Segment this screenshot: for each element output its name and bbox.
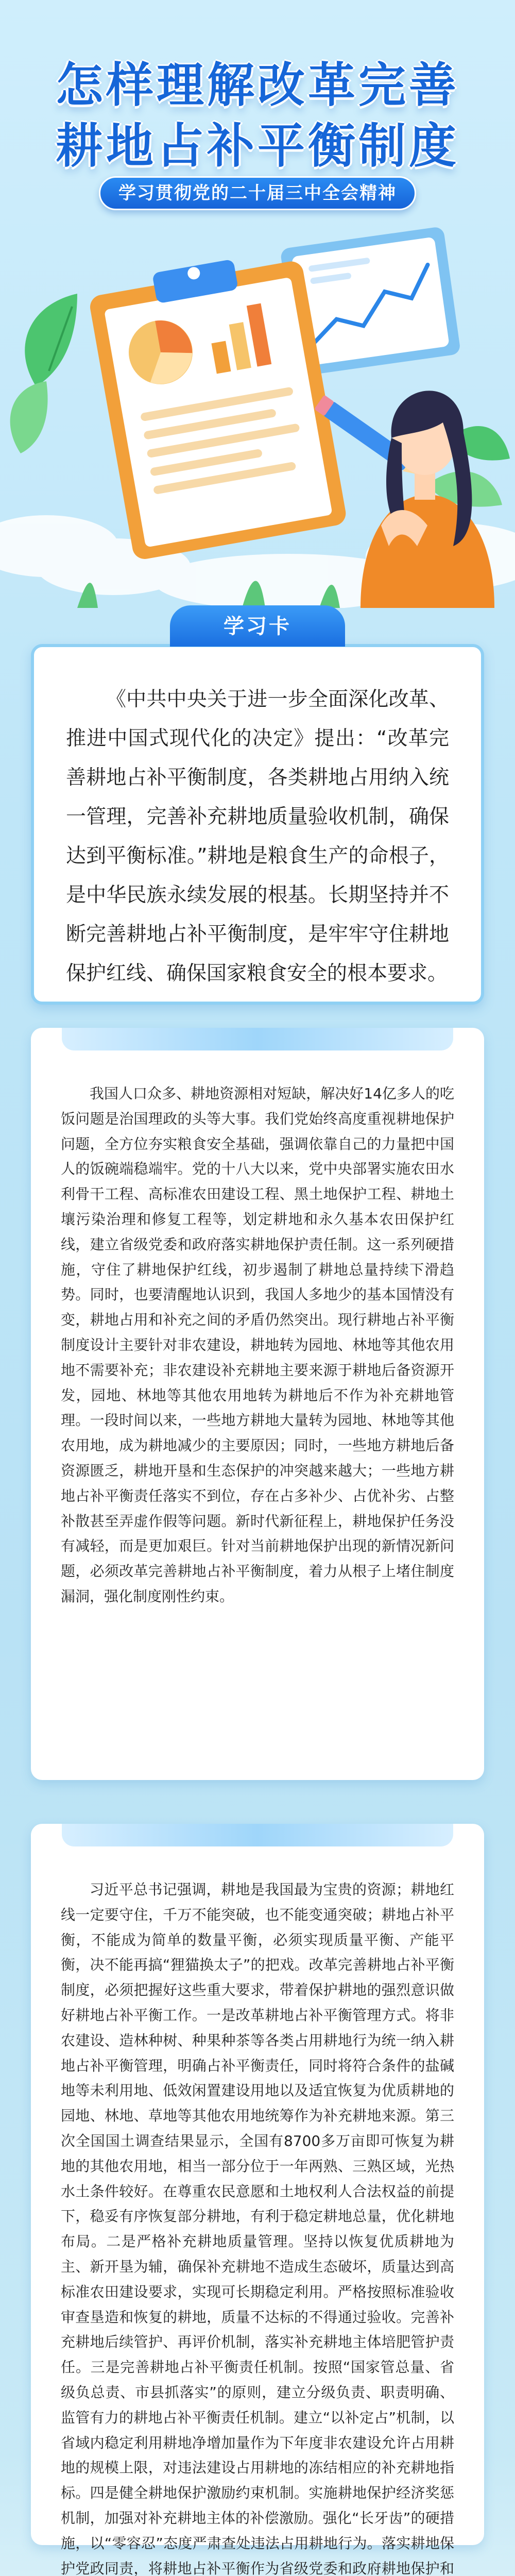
footer-illustration [0,2555,515,2576]
footer [0,2555,515,2576]
hero-illustration [0,216,515,608]
study-card-text: 《中共中央关于进一步全面深化改革、推进中国式现代化的决定》提出：“改革完善耕地占补平衡制度，各类耕地占用纳入统一管理，完善补充耕地质量验收机制，确保达到平衡标准。”耕地是粮食生产的命根子，是中华民族永续发展的根基。长期坚持并不断完善耕地占补平衡制度，是牢牢守住耕地保护红线、确保国家粮食安全的根本要求。 [66,688,449,985]
section-body [61,1081,454,1609]
page-title-line-1: 怎样理解改革完善 [55,58,459,113]
section-header-bar [62,1028,453,1050]
section-1-paragraph: 我国人口众多、耕地资源相对短缺，解决好14亿多人的吃饭问题是治国理政的头等大事。我们党始终高度重视耕地保护问题，全方位夯实粮食安全基础，强调依靠自己的力量把中国人的饭碗端稳端牢。党的十八大以来，党中央部署实施农田水利骨干工程、高标准农田建设工程、黑土地保护工程、耕地土壤污染治理和修复工程等，划定耕地和永久基本农田保护红线，建立省级党委和政府落实耕地保护责任制。这一系列硬措施，守住了耕地保护红线，初步遏制了耕地总量持续下滑趋势。同时，也要清醒地认识到，我国人多地少的基本国情没有变，耕地占用和补充之间的矛盾仍然突出。现行耕地占补平衡制度设计主要针对非农建设，耕地转为园地、林地等其他农用地不需要补充；非农建设补充耕地主要来源于耕地后备资源开发，园地、林地等其他农用地转为耕地后不作为补充耕地管理。一段时间以来，一些地方耕地大量转为园地、林地等其他农用地，成为耕地减少的主要原因；同时，一些地方耕地后备资源匮乏，耕地开垦和生态保护的冲突越来越大；一些地方耕地占补平衡责任落实不到位，存在占多补少、占优补劣、占整补散甚至弄虚作假等问题。新时代新征程上，耕地保护任务没有减轻，而是更加艰巨。针对当前耕地保护出现的新情况新问题，必须改革完善耕地占补平衡制度，着力从根子上堵住制度漏洞，强化制度刚性约束。 [61,1085,454,1605]
section-panel-2 [31,1824,484,2576]
section-panel-1 [31,1028,484,1780]
section-header-bar [62,1824,453,1846]
study-card [31,644,484,1005]
section-body [61,1877,454,2576]
subtitle-badge: 学习贯彻党的二十届三中全会精神 [99,176,416,210]
study-card-tab: 学习卡 [170,605,345,647]
page-title-line-2: 耕地占补平衡制度 [55,118,459,174]
hero-banner [0,0,515,608]
section-2-paragraph: 习近平总书记强调，耕地是我国最为宝贵的资源；耕地红线一定要守住，千万不能突破，也不能变通突破；耕地占补平衡，不能成为简单的数量平衡，必须实现质量平衡、产能平衡，决不能再搞“狸猫换太子”的把戏。改革完善耕地占补平衡制度，必须把握好这些重大要求，带着保护耕地的强烈意识做好耕地占补平衡工作。一是改革耕地占补平衡管理方式。将非农建设、造林种树、种果种茶等各类占用耕地行为统一纳入耕地占补平衡管理，明确占补平衡责任，同时将符合条件的盐碱地等未利用地、低效闲置建设用地以及适宜恢复为优质耕地的园地、林地、草地等其他农用地统筹作为补充耕地来源。第三次全国国土调查结果显示，全国有8700多万亩即可恢复为耕地的其他农用地，相当一部分位于一年两熟、三熟区域，光热水土条件较好。在尊重农民意愿和土地权利人合法权益的前提下，稳妥有序恢复部分耕地，有利于稳定耕地总量，优化耕地布局。二是严格补充耕地质量管理。坚持以恢复优质耕地为主、新开垦为辅，确保补充耕地不造成生态破坏，质量达到高标准农田建设要求，实现可长期稳定利用。严格按照标准验收审查垦造和恢复的耕地，质量不达标的不得通过验收。完善补充耕地后续管护、再评价机制，落实补充耕地主体培肥管护责任。三是完善耕地占补平衡责任机制。按照“国家管总量、省级负总责、市县抓落实”的原则，建立分级负责、职责明确、监管有力的耕地占补平衡责任机制。建立“以补定占”机制，以省域内稳定利用耕地净增加量作为下年度非农建设允许占用耕地的规模上限，对违法建设占用耕地的冻结相应的补充耕地指标。四是健全耕地保护激励约束机制。实施耕地保护经济奖惩机制，加强对补充耕地主体的补偿激励。强化“长牙齿”的硬措施，以“零容忍”态度严肃查处违法占用耕地行为。落实耕地保护党政同责，将耕地占补平衡作为省级党委和政府耕地保护和 [61,1881,454,2576]
